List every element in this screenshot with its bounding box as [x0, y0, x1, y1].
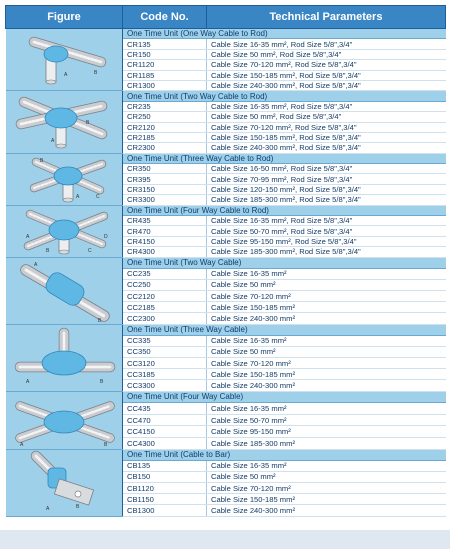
section-row — [6, 257, 446, 268]
code-cell: CR150 — [123, 49, 207, 59]
footer-band — [0, 530, 450, 549]
svg-text:A: A — [75, 193, 79, 200]
code-cell: CR235 — [123, 101, 207, 111]
svg-text:A: A — [19, 441, 23, 448]
svg-text:B: B — [103, 441, 107, 448]
code-cell: CR1120 — [123, 60, 207, 70]
svg-text:B: B — [39, 157, 43, 164]
svg-text:B: B — [99, 378, 103, 385]
param-cell: Cable Size 50 mm², Rod Size 5/8",3/4" — [207, 112, 446, 122]
svg-text:A: A — [45, 505, 49, 512]
svg-text:B: B — [75, 503, 79, 510]
param-cell: Cable Size 50 mm² — [207, 471, 446, 482]
svg-text:B: B — [97, 317, 101, 324]
code-cell: CR250 — [123, 112, 207, 122]
code-cell: CC235 — [123, 268, 207, 279]
param-cell: Cable Size 95-150 mm² — [207, 426, 446, 438]
param-cell: Cable Size 16-35 mm², Rod Size 5/8",3/4" — [207, 39, 446, 49]
product-table — [5, 5, 446, 517]
param-cell: Cable Size 70-120 mm², Rod Size 5/8",3/4" — [207, 60, 446, 70]
param-cell: Cable Size 240-300 mm², Rod Size 5/8",3/4" — [207, 143, 446, 153]
svg-text:A: A — [63, 71, 67, 78]
section-row — [6, 449, 446, 460]
code-cell: CR470 — [123, 226, 207, 236]
code-cell: CC3185 — [123, 369, 207, 380]
param-cell: Cable Size 50 mm², Rod Size 5/8",3/4" — [207, 49, 446, 59]
section-title: One Time Unit (Cable to Bar) — [123, 449, 446, 460]
param-cell: Cable Size 50 mm² — [207, 346, 446, 357]
section-title: One Time Unit (One Way Cable to Rod) — [123, 29, 446, 39]
code-cell: CC4150 — [123, 426, 207, 438]
header-params: Technical Parameters — [207, 6, 446, 29]
svg-text:B: B — [45, 247, 49, 254]
four-way-cable-to-rod-icon — [6, 205, 123, 257]
param-cell: Cable Size 70-120 mm² — [207, 358, 446, 369]
param-cell: Cable Size 150-185 mm² — [207, 494, 446, 505]
code-cell: CB1120 — [123, 483, 207, 494]
param-cell: Cable Size 16-35 mm² — [207, 460, 446, 471]
code-cell: CR4300 — [123, 247, 207, 257]
code-cell: CR2300 — [123, 143, 207, 153]
param-cell: Cable Size 150-185 mm² — [207, 369, 446, 380]
svg-text:A: A — [50, 137, 54, 144]
code-cell: CC3120 — [123, 358, 207, 369]
three-way-cable-to-rod-figure-svg — [6, 156, 123, 203]
code-cell: CR435 — [123, 216, 207, 226]
param-cell: Cable Size 240-300 mm² — [207, 380, 446, 391]
section-title: One Time Unit (Three Way Cable) — [123, 324, 446, 335]
param-cell: Cable Size 50-70 mm² — [207, 414, 446, 426]
svg-text:A: A — [33, 261, 37, 268]
param-cell: Cable Size 185-300 mm², Rod Size 5/8",3/4" — [207, 247, 446, 257]
section-row — [6, 391, 446, 403]
param-cell: Cable Size 16-35 mm² — [207, 403, 446, 415]
section-row — [6, 153, 446, 163]
param-cell: Cable Size 16-35 mm² — [207, 335, 446, 346]
code-cell: CC350 — [123, 346, 207, 357]
code-cell: CC435 — [123, 403, 207, 415]
svg-text:A: A — [25, 378, 29, 385]
code-cell: CR350 — [123, 164, 207, 174]
two-way-cable-icon — [6, 257, 123, 324]
section-title: One Time Unit (Three Way Cable to Rod) — [123, 153, 446, 163]
header-figure: Figure — [6, 6, 123, 29]
one-way-cable-to-rod-figure-svg — [6, 32, 123, 88]
header-code: Code No. — [123, 6, 207, 29]
two-way-cable-figure-svg — [6, 258, 123, 324]
code-cell: CR3150 — [123, 184, 207, 194]
svg-text:D: D — [103, 233, 108, 240]
section-row — [6, 29, 446, 39]
code-cell: CC2185 — [123, 302, 207, 313]
four-way-cable-figure-svg — [6, 392, 123, 449]
code-cell: CB1150 — [123, 494, 207, 505]
code-cell: CR4150 — [123, 236, 207, 246]
param-cell: Cable Size 240-300 mm² — [207, 505, 446, 516]
param-cell: Cable Size 16-35 mm² — [207, 268, 446, 279]
param-cell: Cable Size 50 mm² — [207, 279, 446, 290]
svg-text:A: A — [25, 233, 29, 240]
code-cell: CB150 — [123, 471, 207, 482]
one-way-cable-to-rod-icon — [6, 29, 123, 91]
param-cell: Cable Size 150-185 mm², Rod Size 5/8",3/4" — [207, 70, 446, 80]
code-cell: CR2185 — [123, 132, 207, 142]
param-cell: Cable Size 70-95 mm², Rod Size 5/8",3/4" — [207, 174, 446, 184]
param-cell: Cable Size 70-120 mm² — [207, 291, 446, 302]
four-way-cable-icon — [6, 391, 123, 449]
code-cell: CC4300 — [123, 437, 207, 449]
code-cell: CR1300 — [123, 80, 207, 90]
param-cell: Cable Size 70-120 mm², Rod Size 5/8",3/4" — [207, 122, 446, 132]
param-cell: Cable Size 240-300 mm², Rod Size 5/8",3/4" — [207, 80, 446, 90]
code-cell: CB135 — [123, 460, 207, 471]
param-cell: Cable Size 16-35 mm², Rod Size 5/8",3/4" — [207, 101, 446, 111]
four-way-cable-to-rod-figure-svg — [6, 208, 123, 255]
param-cell: Cable Size 70-120 mm² — [207, 483, 446, 494]
code-cell: CC250 — [123, 279, 207, 290]
cable-to-bar-figure-svg — [6, 450, 123, 516]
section-title: One Time Unit (Four Way Cable to Rod) — [123, 205, 446, 215]
param-cell: Cable Size 120-150 mm², Rod Size 5/8",3/4" — [207, 184, 446, 194]
param-cell: Cable Size 240-300 mm² — [207, 313, 446, 324]
svg-text:B: B — [93, 69, 97, 76]
code-cell: CB1300 — [123, 505, 207, 516]
section-row — [6, 324, 446, 335]
svg-text:B: B — [85, 119, 89, 126]
code-cell: CR2120 — [123, 122, 207, 132]
section-title: One Time Unit (Two Way Cable to Rod) — [123, 91, 446, 101]
param-cell: Cable Size 150-185 mm² — [207, 302, 446, 313]
param-cell: Cable Size 16-50 mm², Rod Size 5/8",3/4" — [207, 164, 446, 174]
section-row — [6, 91, 446, 101]
param-cell: Cable Size 185-300 mm², Rod Size 5/8",3/4" — [207, 195, 446, 205]
param-cell: Cable Size 150-185 mm², Rod Size 5/8",3/4" — [207, 132, 446, 142]
code-cell: CR395 — [123, 174, 207, 184]
three-way-cable-figure-svg — [6, 325, 123, 391]
param-cell: Cable Size 16-35 mm², Rod Size 5/8",3/4" — [207, 216, 446, 226]
code-cell: CR3300 — [123, 195, 207, 205]
svg-text:C: C — [95, 193, 100, 200]
two-way-cable-to-rod-figure-svg — [6, 94, 123, 151]
three-way-cable-to-rod-icon — [6, 153, 123, 205]
section-title: One Time Unit (Two Way Cable) — [123, 257, 446, 268]
section-row — [6, 205, 446, 215]
cable-to-bar-icon — [6, 449, 123, 516]
param-cell: Cable Size 185-300 mm² — [207, 437, 446, 449]
code-cell: CC2120 — [123, 291, 207, 302]
code-cell: CC335 — [123, 335, 207, 346]
code-cell: CC470 — [123, 414, 207, 426]
param-cell: Cable Size 50-70 mm², Rod Size 5/8",3/4" — [207, 226, 446, 236]
code-cell: CC3300 — [123, 380, 207, 391]
table-header-row — [6, 6, 446, 29]
section-title: One Time Unit (Four Way Cable) — [123, 391, 446, 403]
code-cell: CC2300 — [123, 313, 207, 324]
svg-text:C: C — [87, 247, 92, 254]
three-way-cable-icon — [6, 324, 123, 391]
code-cell: CR135 — [123, 39, 207, 49]
param-cell: Cable Size 95-150 mm², Rod Size 5/8",3/4" — [207, 236, 446, 246]
code-cell: CR1185 — [123, 70, 207, 80]
two-way-cable-to-rod-icon — [6, 91, 123, 153]
